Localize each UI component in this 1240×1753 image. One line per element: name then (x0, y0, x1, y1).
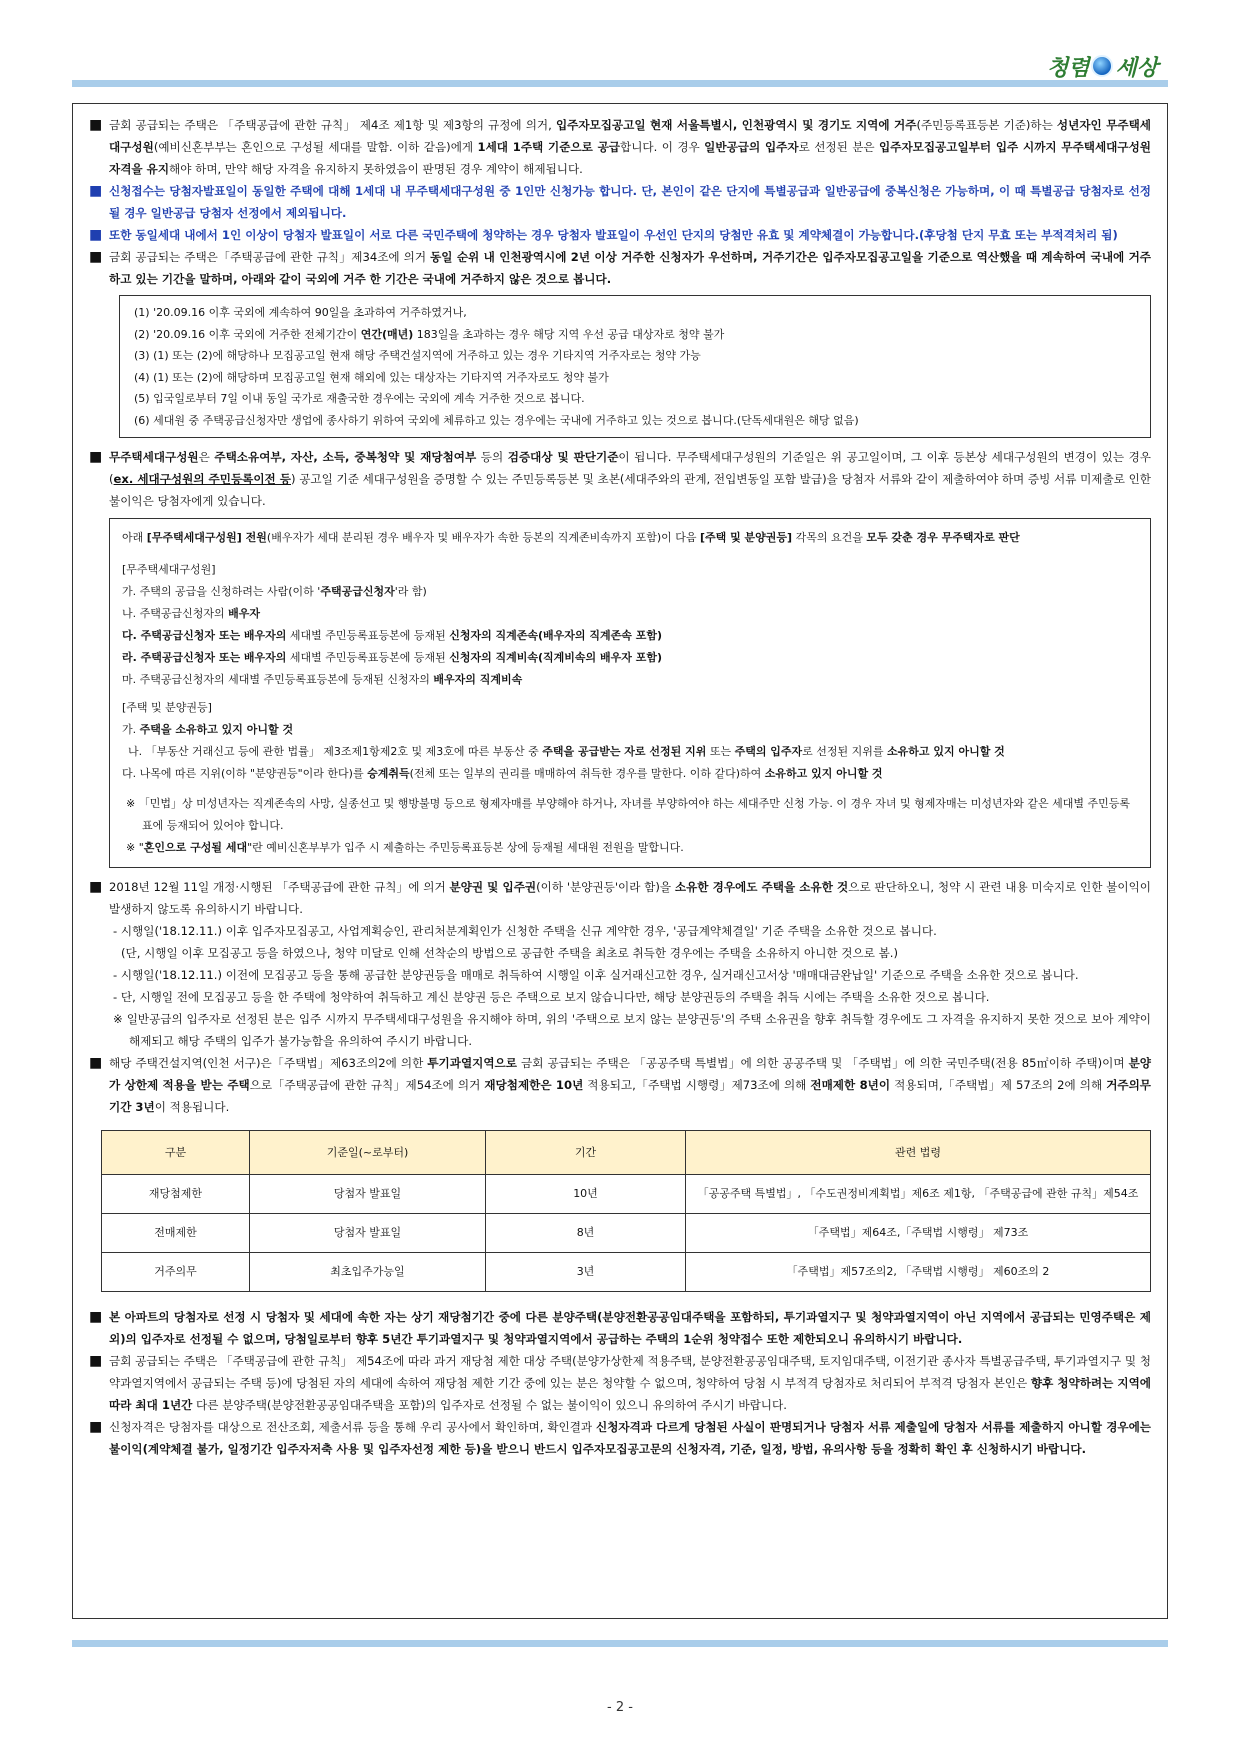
bullet-square-icon: ■ (89, 183, 103, 199)
presale-detail-1b: (단, 시행일 이후 모집공고 등을 하였으나, 청약 미달로 인해 선착순의 방법으로 공급한 주택을 최초로 취득한 경우에는 주택을 소유하지 아니한 것으로 봄.) (121, 946, 898, 960)
bullet-square-icon: ■ (89, 449, 103, 465)
criteria-item-ma: 마. 주택공급신청자의 세대별 주민등록표등본에 등재된 신청자의 배우자의 직계비속 (122, 673, 523, 686)
logo (1047, 48, 1158, 84)
paragraph-speculation-zone: ■ 해당 주택건설지역(인천 서구)은「주택법」제63조의2에 의한 투기과열지역으로 금회 공급되는 주택은 「공공주택 특별법」에 의한 공공주택 및 「주택법」에 의한 국민주택(전용 85㎡이하 주택)이며 분양가 상한제 적용을 받는 주택으로「주택공급에 관한 규칙」제54조에 의거 재당첨제한은 10년 적용되고,「주택법 시행령」제73조에 의해 전매제한 8년이 적용되며,「주택법」제 57조의 2에 의해 거주의무기간 3년이 적용됩니다. (89, 1052, 1151, 1118)
table-cell: 거주의무 (102, 1253, 250, 1292)
table-cell: 전매제한 (102, 1214, 250, 1253)
table-header: 기준일(~로부터) (250, 1131, 486, 1175)
criteria-heading-housing: [주택 및 분양권등] (122, 701, 212, 714)
presale-detail-2: - 시행일('18.12.11.) 이전에 모집공고 등을 통해 공급한 분양권등을 매매로 취득하여 시행일 이후 실거래신고한 경우, 실거래신고서상 '매매대금완납일' 기준으로 주택을 소유한 것으로 봅니다. (113, 968, 1079, 982)
table-row (102, 1253, 1151, 1292)
footer-rule (72, 1640, 1168, 1647)
housing-item-da: 다. 나목에 따른 지위(이하 "분양권등"이라 한다)를 승계취득(전체 또는 일부의 권리를 매매하여 취득한 경우를 말한다. 이하 같다)하여 소유하고 있지 아니할 것 (122, 767, 883, 780)
logo-text-left: 청렴 (1046, 54, 1090, 81)
table-header: 관련 법령 (686, 1131, 1151, 1175)
bullet-square-icon: ■ (89, 227, 103, 243)
table-row (102, 1214, 1151, 1253)
paragraph-qualification-check: ■ 신청자격은 당첨자를 대상으로 전산조회, 제출서류 등을 통해 우리 공사에서 확인하며, 확인결과 신청자격과 다르게 당첨된 사실이 판명되거나 당첨자 서류 제출일에 당첨자 서류를 제출하지 아니할 경우에는 불이익(계약체결 불가, 일정기간 입주자저축 사용 및 입주자선정 제한 등)을 받으니 반드시 입주자모집공고문의 신청자격, 기준, 일정, 방법, 유의사항 등을 정확히 확인 후 신청하시기 바랍니다. (89, 1416, 1151, 1460)
paragraph-household-verification: ■ 무주택세대구성원은 주택소유여부, 자산, 소득, 중복청약 및 재당첨여부 등의 검증대상 및 판단기준이 됩니다. 무주택세대구성원의 기준일은 위 공고일이며, 그 이후 등본상 세대구성원의 변경이 있는 경우(ex. 세대구성원의 주민등록이전 등) 공고일 기준 세대구성원을 증명할 수 있는 주민등록등본 및 초본(세대주와의 관계, 전입변동일 포함 발급)을 당첨자 서류와 같이 제출하여야 하며 증빙 서류 미제출로 인한 불이익은 당첨자에게 있습니다. (89, 446, 1151, 512)
presale-detail-1: - 시행일('18.12.11.) 이후 입주자모집공고, 사업계획승인, 관리처분계획인가 신청한 주택을 신규 계약한 경우, '공급계약체결일' 기준 주택을 소유한 것으로 봅니다. (113, 924, 937, 938)
criteria-item-na: 나. 주택공급신청자의 배우자 (122, 607, 261, 620)
criteria-heading-household: [무주택세대구성원] (122, 563, 216, 576)
criteria-intro: 아래 [무주택세대구성원] 전원(배우자가 세대 분리된 경우 배우자 및 배우자가 속한 등본의 직계존비속까지 포함)이 다음 [주택 및 분양권등] 각목의 요건을 모두 갖춘 경우 무주택자로 판단 (122, 531, 1020, 544)
header-rule (72, 80, 1168, 87)
paragraph-eligibility: ■ 금회 공급되는 주택은 「주택공급에 관한 규칙」 제4조 제1항 및 제3항의 규정에 의거, 입주자모집공고일 현재 서울특별시, 인천광역시 및 경기도 지역에 거주(주민등록표등본 기준)하는 성년자인 무주택세대구성원(예비신혼부부는 혼인으로 구성될 세대를 말함. 이하 같음)에게 1세대 1주택 기준으로 공급합니다. 이 경우 일반공급의 입주자로 선정된 분은 입주자모집공고일부터 입주 시까지 무주택세대구성원 자격을 유지해야 하며, 만약 해당 자격을 유지하지 못하였음이 판명된 경우 계약이 해제됩니다. (89, 114, 1151, 180)
criteria-item-da: 다. 주택공급신청자 또는 배우자의 세대별 주민등록표등본에 등재된 신청자의 직계존속(배우자의 직계존속 포함) (122, 629, 662, 642)
overseas-rule-6: (6) 세대원 중 주택공급신청자만 생업에 종사하기 위하여 국외에 체류하고 있는 경우에는 국내에 거주하고 있는 것으로 봅니다.(단독세대원은 해당 없음) (134, 413, 859, 427)
paragraph-same-household: ■ 또한 동일세대 내에서 1인 이상이 당첨자 발표일이 서로 다른 국민주택에 청약하는 경우 당첨자 발표일이 우선인 단지의 당첨만 유효 및 계약체결이 가능합니다.(후당첨 단지 무효 또는 부적격처리 됨) (89, 224, 1151, 246)
table-cell: 당첨자 발표일 (250, 1175, 486, 1214)
housing-item-ga: 가. 주택을 소유하고 있지 아니할 것 (122, 723, 294, 736)
table-header-row (102, 1131, 1151, 1175)
table-cell: 재당첨제한 (102, 1175, 250, 1214)
table-cell: 3년 (486, 1253, 686, 1292)
logo-text-right: 세상 (1115, 54, 1158, 81)
note-minor: ※ 「민법」상 미성년자는 직계존속의 사망, 실종선고 및 행방불명 등으로 형제자매를 부양해야 하거나, 자녀를 부양하여야 하는 세대주만 신청 가능. 이 경우 자녀 및 형제자매는 미성년자와 같은 세대별 주민등록표에 등재되어 있어야 합니다. (126, 797, 1130, 832)
bullet-square-icon: ■ (89, 249, 103, 265)
criteria-item-ra: 라. 주택공급신청자 또는 배우자의 세대별 주민등록표등본에 등재된 신청자의 직계비속(직계비속의 배우자 포함) (122, 651, 662, 664)
bullet-square-icon: ■ (89, 1055, 103, 1071)
bullet-square-icon: ■ (89, 1309, 103, 1325)
table-header: 기간 (486, 1131, 686, 1175)
overseas-rule-2: (2) '20.09.16 이후 국외에 거주한 전체기간이 연간(매년) 183일을 초과하는 경우 해당 지역 우선 공급 대상자로 청약 불가 (134, 327, 725, 341)
table-cell: 당첨자 발표일 (250, 1214, 486, 1253)
overseas-rule-5: (5) 입국일로부터 7일 이내 동일 국가로 재출국한 경우에는 국외에 계속 거주한 것으로 봅니다. (134, 392, 585, 405)
bullet-square-icon: ■ (89, 879, 103, 895)
table-cell: 「공공주택 특별법」, 「수도권정비계획법」제6조 제1항, 「주택공급에 관한 규칙」제54조 (686, 1175, 1151, 1214)
restriction-table (101, 1130, 1151, 1292)
bullet-square-icon: ■ (89, 1419, 103, 1435)
note-newlywed: ※ "혼인으로 구성될 세대"란 예비신혼부부가 입주 시 제출하는 주민등록표등본 상에 등재될 세대원 전원을 말합니다. (126, 841, 684, 854)
presale-note: ※ 일반공급의 입주자로 선정된 분은 입주 시까지 무주택세대구성원을 유지해야 하며, 위의 '주택으로 보지 않는 분양권등'의 주택 소유권을 향후 취득할 경우에도 그 자격을 유지하지 못한 것으로 보아 계약이 해제되고 해당 주택의 입주가 불가능함을 유의하여 주시기 바랍니다. (113, 1012, 1151, 1048)
paragraph-one-per-household: ■ 신청접수는 당첨자발표일이 동일한 주택에 대해 1세대 내 무주택세대구성원 중 1인만 신청가능 합니다. 단, 본인이 같은 단지에 특별공급과 일반공급에 중복신청은 가능하며, 이 때 특별공급 당첨자로 선정 될 경우 일반공급 당첨자 선정에서 제외됩니다. (89, 180, 1151, 224)
presale-detail-3: - 단, 시행일 전에 모집공고 등을 한 주택에 청약하여 취득하고 계신 분양권 등은 주택으로 보지 않습니다만, 해당 분양권등의 주택을 취득 시에는 주택을 소유한 것으로 봅니다. (113, 990, 990, 1004)
table-cell: 최초입주가능일 (250, 1253, 486, 1292)
paragraph-residency-priority: ■ 금회 공급되는 주택은「주택공급에 관한 규칙」제34조에 의거 동일 순위 내 인천광역시에 2년 이상 거주한 신청자가 우선하며, 거주기간은 입주자모집공고일을 기준으로 역산했을 때 계속하여 국내에 거주하고 있는 기간을 말하며, 아래와 같이 국외에 거주 한 기간은 국내에 거주하지 않은 것으로 봅니다. (89, 246, 1151, 290)
table-cell: 10년 (486, 1175, 686, 1214)
table-cell: 「주택법」제64조,「주택법 시행령」 제73조 (686, 1214, 1151, 1253)
table-row (102, 1175, 1151, 1214)
bullet-square-icon: ■ (89, 1353, 103, 1369)
paragraph-past-winners: ■ 금회 공급되는 주택은 「주택공급에 관한 규칙」 제54조에 따라 과거 재당첨 제한 대상 주택(분양가상한제 적용주택, 분양전환공공임대주택, 토지임대주택, 이전기관 종사자 특별공급주택, 투기과열지구 및 청약과열지역에서 공급되는 주택 등)에 당첨된 자의 세대에 속하여 재당첨 제한 기간 중에 있는 분은 청약할 수 없으며, 청약하여 당첨 시 부적격 당첨자로 처리되어 부적격 당첨자 본인은 향후 청약하려는 지역에 따라 최대 1년간 다른 분양주택(분양전환공공임대주택을 포함)의 입주자로 선정될 수 없는 불이익이 있으니 유의하여 주시기 바랍니다. (89, 1350, 1151, 1416)
table-cell: 「주택법」제57조의2, 「주택법 시행령」 제60조의 2 (686, 1253, 1151, 1292)
housing-item-na: 나. 「부동산 거래신고 등에 관한 법률」 제3조제1항제2호 및 제3호에 따른 부동산 중 주택을 공급받는 자로 선정된 지위 또는 주택의 입주자로 선정된 지위를 소유하고 있지 아니할 것 (128, 745, 1005, 758)
page-number: - 2 - (607, 1700, 633, 1715)
content-frame (72, 103, 1168, 1619)
table-header: 구분 (102, 1131, 250, 1175)
overseas-rule-4: (4) (1) 또는 (2)에 해당하며 모집공고일 현재 해외에 있는 대상자는 기타지역 거주자로도 청약 불가 (134, 370, 609, 384)
overseas-rule-3: (3) (1) 또는 (2)에 해당하나 모집공고일 현재 해당 주택건설지역에 거주하고 있는 경우 기타지역 거주자로는 청약 가능 (134, 349, 701, 362)
paragraph-presale-rights: ■ 2018년 12월 11일 개정·시행된 「주택공급에 관한 규칙」에 의거 분양권 및 입주권(이하 '분양권등'이라 함)을 소유한 경우에도 주택을 소유한 것으로 판단하오니, 청약 시 관련 내용 미숙지로 인한 불이익이 발생하지 않도록 유의하시기 바랍니다. - 시행일('18.12.11.) 이후 입주자모집공고, 사업계획승인, 관리처분계획인가 신청한 주택을 신규 계약한 경우, '공급계약체결일' 기준 주택을 소유한 것으로 봅니다. (단, 시행일 이후 모집공고 등을 하였으나, 청약 미달로 인해 선착순의 방법으로 공급한 주택을 최초로 취득한 경우에는 주택을 소유하지 아니한 것으로 봄.) - 시행일('18.12.11.) 이전에 모집공고 등을 통해 공급한 분양권등을 매매로 취득하여 시행일 이후 실거래신고한 경우, 실거래신고서상 '매매대금완납일' 기준으로 주택을 소유한 것으로 봅니다. - 단, 시행일 전에 모집공고 등을 한 주택에 청약하여 취득하고 계신 분양권 등은 주택으로 보지 않습니다만, 해당 분양권등의 주택을 취득 시에는 주택을 소유한 것으로 봅니다. ※ 일반공급의 입주자로 선정된 분은 입주 시까지 무주택세대구성원을 유지해야 하며, 위의 '주택으로 보지 않는 분양권등'의 주택 소유권을 향후 취득할 경우에도 그 자격을 유지하지 못한 것으로 보아 계약이 해제되고 해당 주택의 입주가 불가능함을 유의하여 주시기 바랍니다. (89, 876, 1151, 1052)
logo-globe-icon (1091, 55, 1113, 77)
criteria-item-ga: 가. 주택의 공급을 신청하려는 사람(이하 '주택공급신청자'라 함) (122, 585, 427, 598)
table-cell: 8년 (486, 1214, 686, 1253)
overseas-rule-1: (1) '20.09.16 이후 국외에 계속하여 90일을 초과하여 거주하였거나, (134, 306, 467, 319)
bullet-square-icon: ■ (89, 117, 103, 133)
paragraph-rewin-restriction: ■ 본 아파트의 당첨자로 선정 시 당첨자 및 세대에 속한 자는 상기 재당첨기간 중에 다른 분양주택(분양전환공공임대주택을 포함하되, 투기과열지구 및 청약과열지역이 아닌 지역에서 공급되는 민영주택은 제외)의 입주자로 선정될 수 없으며, 당첨일로부터 향후 5년간 투기과열지구 및 청약과열지역에서 공급하는 주택의 1순위 청약접수 또한 제한되오니 유의하시기 바랍니다. (89, 1306, 1151, 1350)
overseas-residence-box (119, 295, 1151, 438)
homeless-criteria-box (109, 518, 1151, 868)
